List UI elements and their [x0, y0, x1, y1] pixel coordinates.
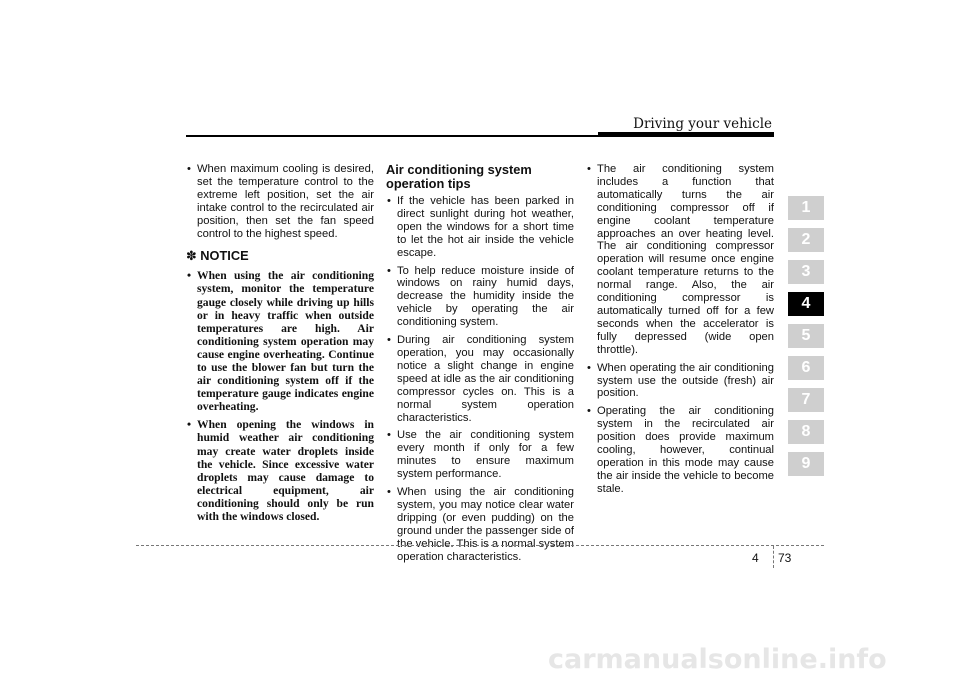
chapter-tab-9[interactable]: 9 — [788, 452, 824, 476]
chapter-tabs — [788, 196, 824, 484]
chapter-tab-2[interactable]: 2 — [788, 228, 824, 252]
watermark-logo: carmanualsonline.info — [548, 644, 887, 675]
tip-bullet-engine-speed: • During air conditioning system operation, you may occasionally notice a slight change in engine speed at idle as the air conditioning compressor cycles on. This is a normal system operation characteristics. — [386, 334, 574, 424]
tip-bullet-water-dripping: • When using the air conditioning system, you may notice clear water dripping (or even pudding) on the ground under the passenger side of the vehicle. This is a normal system operation characteristics. — [386, 486, 574, 563]
footer-page-number: 73 — [778, 551, 792, 565]
column-middle — [386, 163, 574, 568]
tip-bullet-reduce-moisture: • To help reduce moisture inside of windows on rainy humid days, decrease the humidity inside the vehicle by operating the air conditioning system. — [386, 265, 574, 330]
tip-bullet-compressor-off: • The air conditioning system includes a function that automatically turns the air conditioning compressor off if engine coolant temperature approaches an over heating level. The air conditioning compressor operation will resume once engine coolant temperature returns to the normal range. Also, the air conditioning compressor is automatically turned off for a few seconds when the accelerator is fully depressed (wide open throttle). — [586, 163, 774, 357]
chapter-tab-5[interactable]: 5 — [788, 324, 824, 348]
footer-rule — [136, 545, 824, 546]
section-heading-ac-tips: Air conditioning system operation tips — [386, 162, 532, 191]
notice-body — [186, 269, 374, 523]
tip-bullet-monthly-use: • Use the air conditioning system every month if only for a few minutes to ensure maximum system performance. — [386, 429, 574, 481]
chapter-tab-4[interactable]: 4 — [788, 292, 824, 316]
header-rule — [186, 135, 774, 137]
page-header-title: Driving your vehicle — [633, 116, 772, 132]
chapter-tab-8[interactable]: 8 — [788, 420, 824, 444]
chapter-tab-6[interactable]: 6 — [788, 356, 824, 380]
notice-bullet-temperature-gauge: • When using the air conditioning system, monitor the temperature gauge closely while driving up hills or in heavy traffic when outside temperatures are high. Air conditioning system operation may cause engine overheating. Continue to use the blower fan but turn the air conditioning system off if the temperature gauge indicates engine overheating. — [186, 269, 374, 413]
footer-divider — [773, 546, 774, 568]
chapter-tab-1[interactable]: 1 — [788, 196, 824, 220]
column-left — [186, 163, 374, 528]
tip-bullet-fresh-air: • When operating the air conditioning system use the outside (fresh) air position. — [586, 362, 774, 401]
notice-bullet-windows-humid: • When opening the windows in humid weather air conditioning may create water droplets inside the vehicle. Since excessive water droplets may cause damage to electrical equipment, air conditioning should only be run with the windows closed. — [186, 418, 374, 523]
chapter-tab-7[interactable]: 7 — [788, 388, 824, 412]
bullet-max-cooling: • When maximum cooling is desired, set the temperature control to the extreme left position, set the air intake control to the recirculated air position, then set the fan speed control to the highest speed. — [186, 163, 374, 240]
chapter-tab-3[interactable]: 3 — [788, 260, 824, 284]
notice-heading: ✽ NOTICE — [186, 248, 249, 264]
tip-bullet-parked-sunlight: • If the vehicle has been parked in direct sunlight during hot weather, open the windows for a short time to let the hot air inside the vehicle escape. — [386, 195, 574, 260]
footer-chapter-number: 4 — [752, 551, 759, 565]
column-right — [586, 163, 774, 501]
tip-bullet-recirculated-air: • Operating the air conditioning system in the recirculated air position does provide maximum cooling, however, continual operation in this mode may cause the air inside the vehicle to become stale. — [586, 405, 774, 495]
